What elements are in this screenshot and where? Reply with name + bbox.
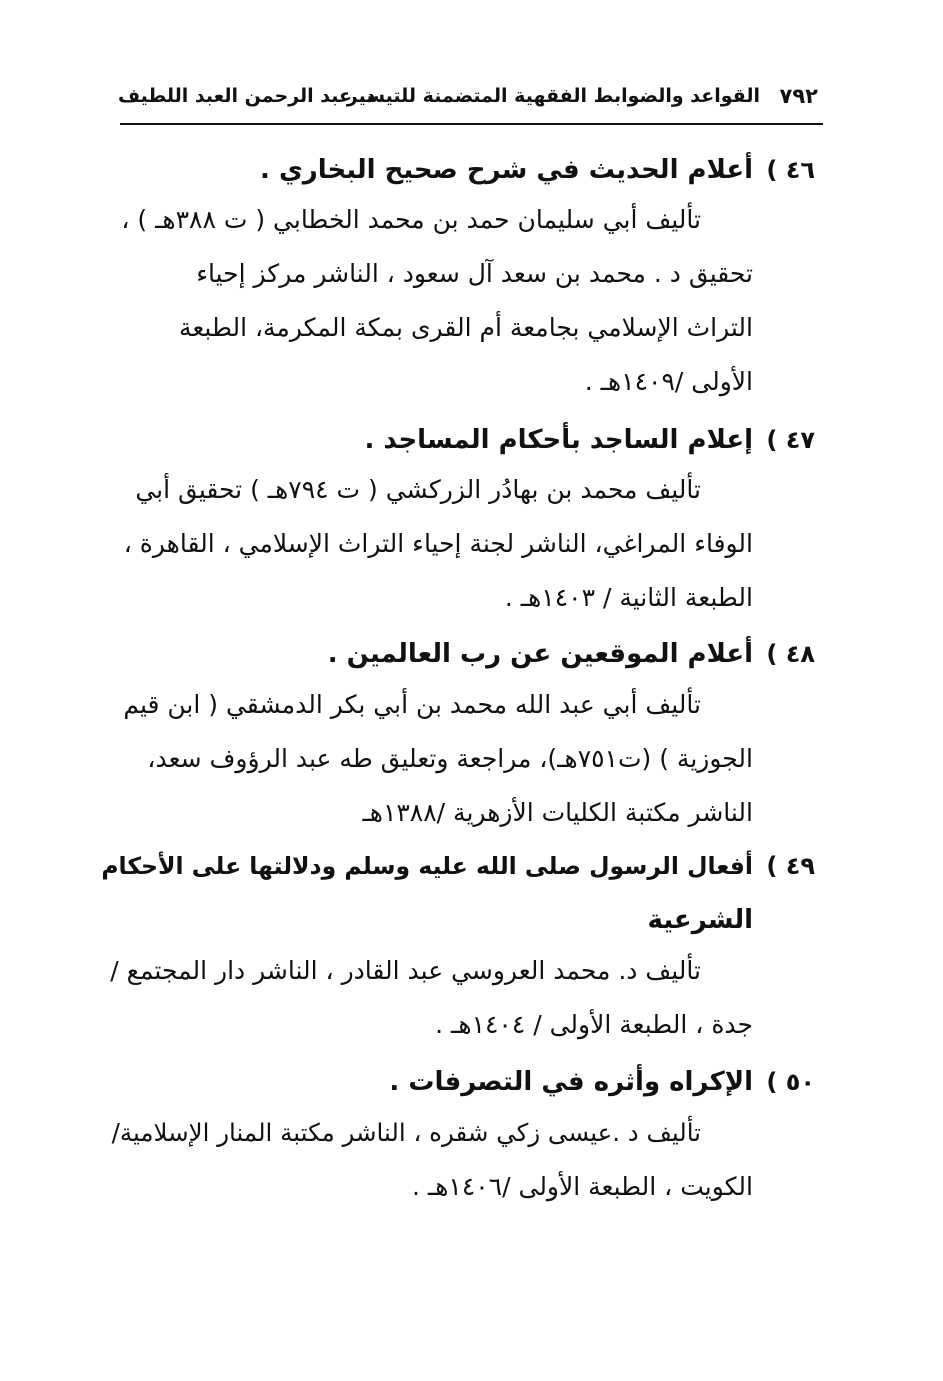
- entry-body: [108, 463, 753, 625]
- entry-body: [108, 944, 753, 1052]
- page-header: [118, 76, 818, 116]
- entry-body-line: الكويت ، الطبعة الأولى /١٤٠٦هـ .: [411, 1172, 753, 1201]
- header-rule: [120, 123, 823, 125]
- entry-number: ٤٩ ): [766, 852, 815, 880]
- entry-body-line: الطبعة الثانية / ١٤٠٣هـ .: [504, 583, 753, 612]
- entry-body-line: الأولى /١٤٠٩هـ .: [584, 367, 753, 396]
- entry-body-line: الجوزية ) (ت٧٥١هـ)، مراجعة وتعليق طه عبد الرؤوف سعد،: [147, 744, 753, 773]
- entry-body-line: تحقيق د . محمد بن سعد آل سعود ، الناشر مركز إحياء: [196, 259, 753, 288]
- entry-body: [108, 1106, 753, 1214]
- entry-title: أعلام الموقعين عن رب العالمين .: [327, 639, 753, 669]
- entry-number: ٤٦ ): [766, 156, 815, 184]
- entry-body-line: تأليف أبي عبد الله محمد بن أبي بكر الدمشقي ( ابن قيم: [123, 690, 701, 719]
- entry-title-continuation: الشرعية: [647, 905, 753, 935]
- entry-body-line: تأليف د .عيسى زكي شقره ، الناشر مكتبة المنار الإسلامية/: [111, 1118, 701, 1147]
- running-book-title: القواعد والضوابط الفقهية المتضمنة للتيسير: [346, 85, 760, 107]
- running-author: د. عبد الرحمن العبد اللطيف: [118, 85, 376, 107]
- entry-title: الإكراه وأثره في التصرفات .: [389, 1067, 753, 1097]
- entry-body-line: تأليف د. محمد العروسي عبد القادر ، الناشر دار المجتمع /: [110, 956, 701, 985]
- entry-number: ٤٨ ): [766, 640, 815, 668]
- entry-title: أعلام الحديث في شرح صحيح البخاري .: [260, 155, 753, 185]
- page-number: ٧٩٢: [779, 84, 818, 108]
- entry-body-line: الوفاء المراغي، الناشر لجنة إحياء التراث الإسلامي ، القاهرة ،: [123, 529, 753, 558]
- entry-title: إعلام الساجد بأحكام المساجد .: [364, 425, 753, 455]
- entry-body-line: التراث الإسلامي بجامعة أم القرى بمكة المكرمة، الطبعة: [178, 313, 753, 342]
- entry-body-line: جدة ، الطبعة الأولى / ١٤٠٤هـ .: [435, 1010, 753, 1039]
- entry-body: [108, 678, 753, 840]
- entry-number: ٥٠ ): [766, 1068, 815, 1096]
- entry-body-line: تأليف محمد بن بهادُر الزركشي ( ت ٧٩٤هـ ) تحقيق أبي: [135, 475, 701, 504]
- entry-body-line: الناشر مكتبة الكليات الأزهرية /١٣٨٨هـ: [362, 798, 753, 827]
- entry-body-line: تأليف أبي سليمان حمد بن محمد الخطابي ( ت ٣٨٨هـ ) ،: [121, 205, 701, 234]
- entry-title: أفعال الرسول صلى الله عليه وسلم ودلالتها على الأحكام: [101, 852, 753, 880]
- entry-number: ٤٧ ): [766, 426, 815, 454]
- entry-body: [108, 193, 753, 409]
